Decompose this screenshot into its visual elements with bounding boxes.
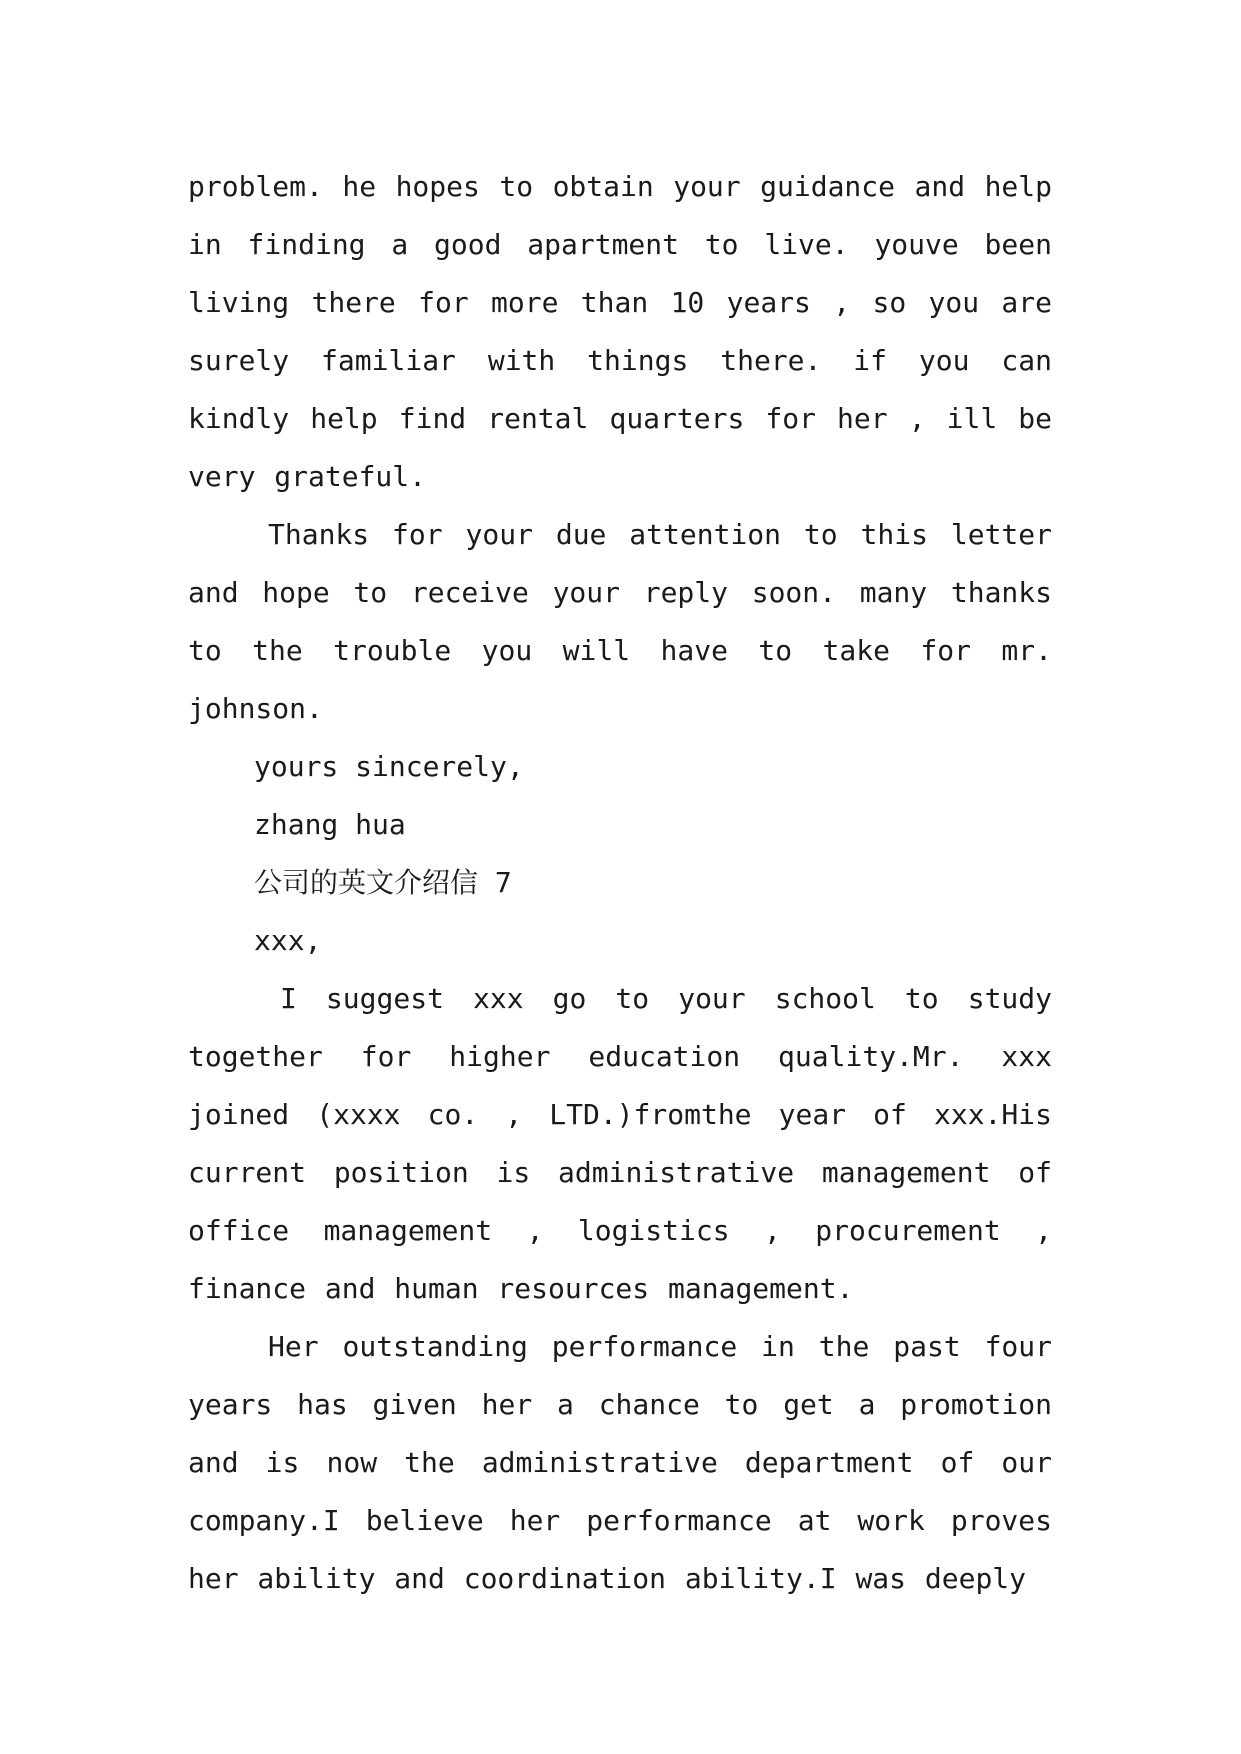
- signature: zhang hua: [254, 808, 406, 841]
- letter-body-paragraph: problem. he hopes to obtain your guidance and help in finding a good apartment to live. youve been living there for more than 10 years , so you are surely familiar with things there. if you can kindly help find rental quarters for her , ill be very grateful.: [188, 170, 1052, 493]
- document-page: [188, 158, 1052, 1608]
- section-heading: 公司的英文介绍信 7: [254, 866, 512, 899]
- letter-paragraph-2: Her outstanding performance in the past four years has given her a chance to get a promotion and is now the administrative department of our company.I believe her performance at work proves her ability and coordination ability.I was deeply: [188, 1330, 1052, 1595]
- letter-paragraph-1: I suggest xxx go to your school to study together for higher education quality.Mr. xxx joined (xxxx co. , LTD.)fromthe year of xxx.His current position is administrative management of office management , logistics , procurement , finance and human resources management.: [188, 982, 1052, 1305]
- salutation: xxx,: [254, 924, 322, 957]
- sign-off: yours sincerely,: [254, 750, 524, 783]
- letter-closing-paragraph: Thanks for your due attention to this letter and hope to receive your reply soon. many thanks to the trouble you will have to take for mr. johnson.: [188, 518, 1052, 725]
